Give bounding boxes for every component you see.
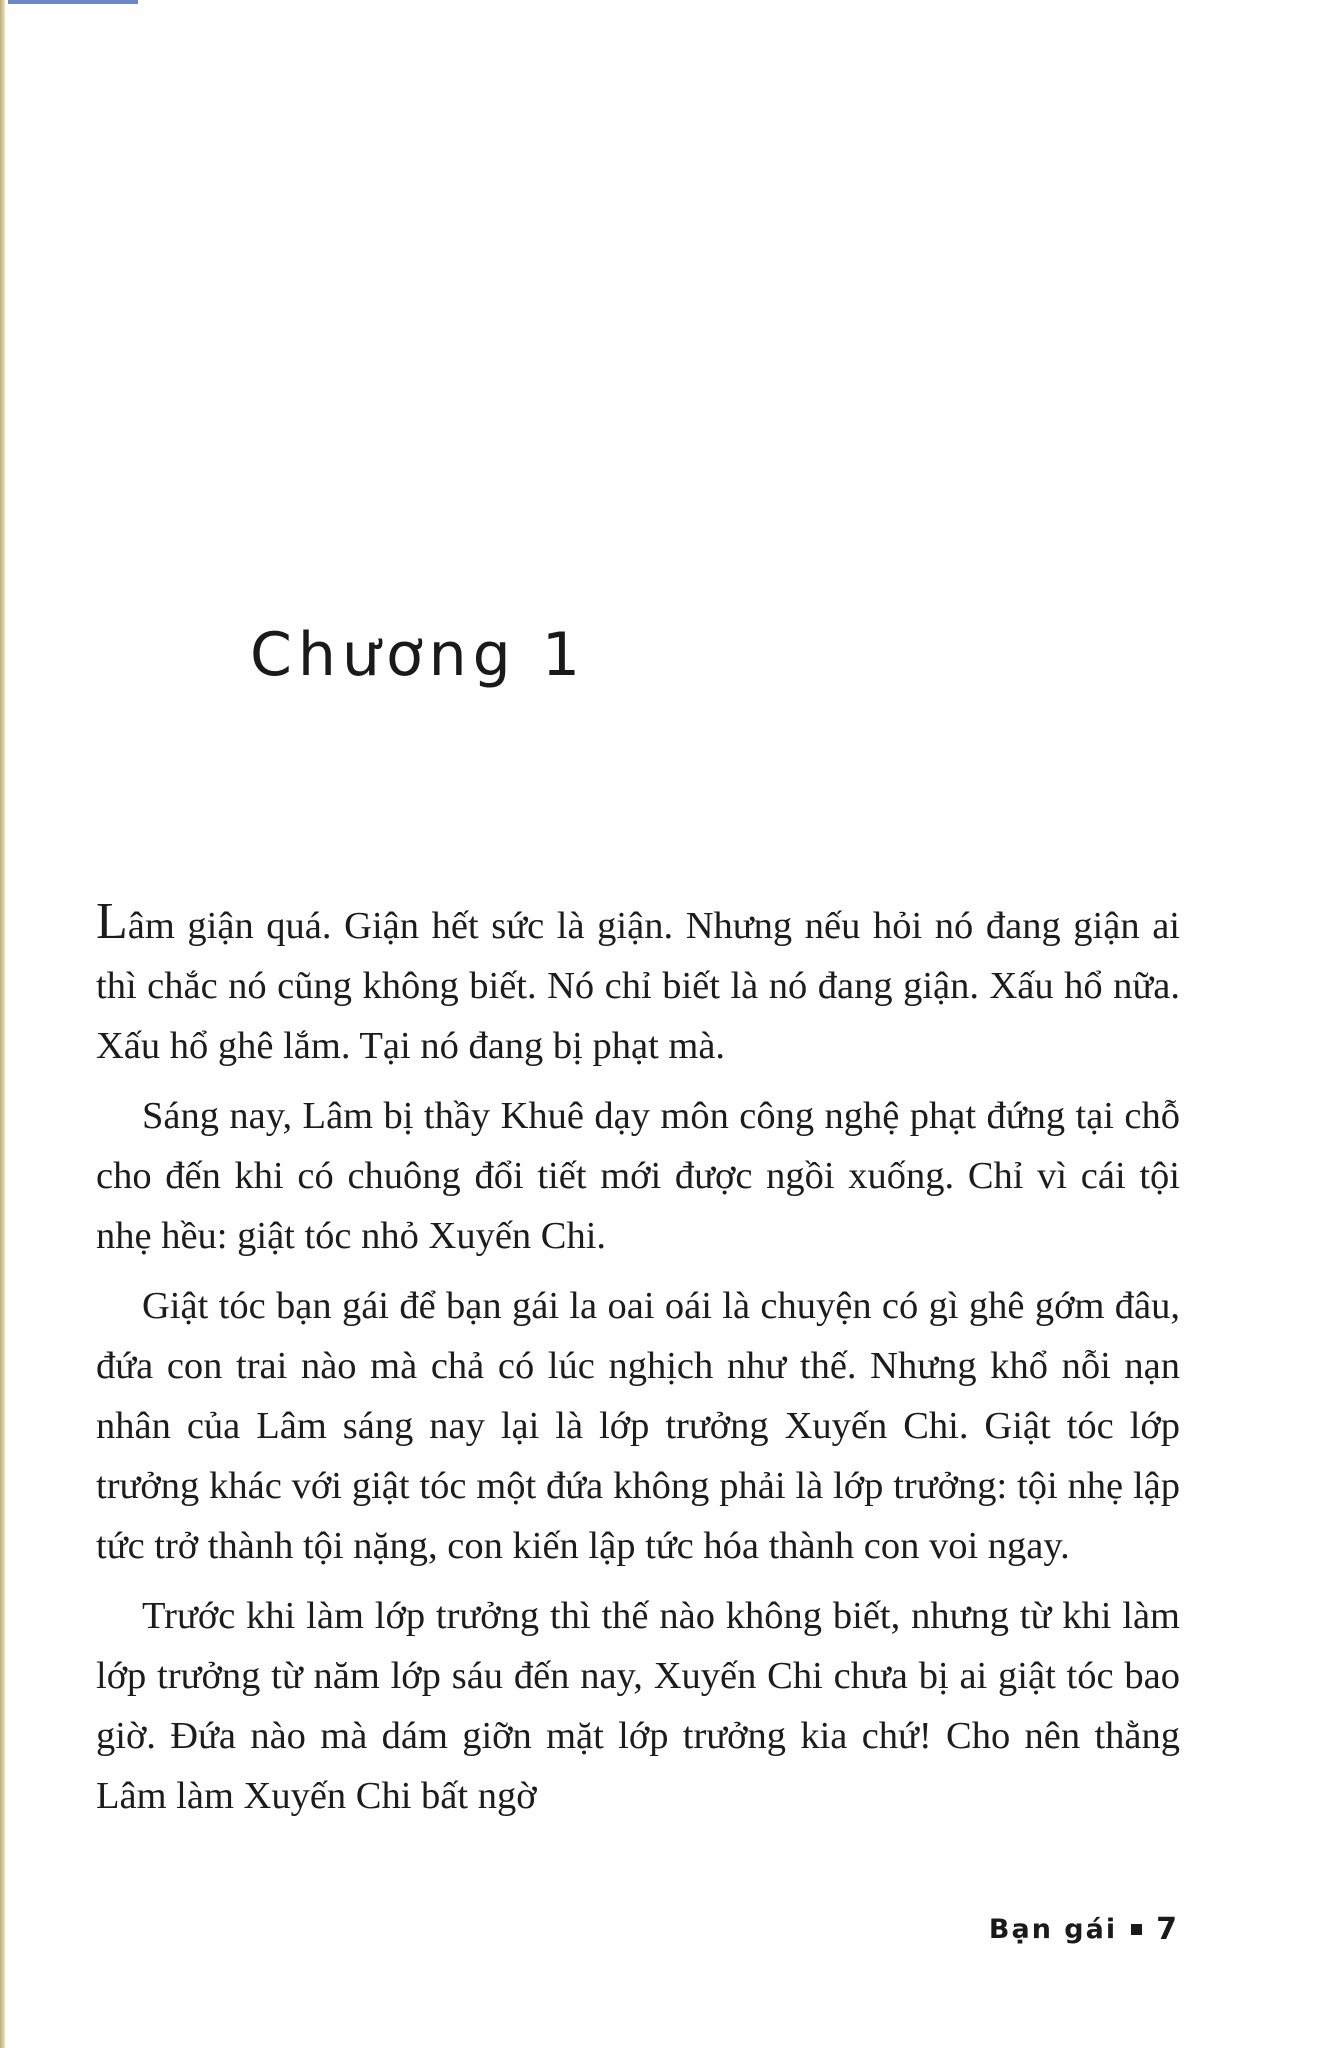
drop-cap: L bbox=[96, 893, 128, 950]
scan-top-mark bbox=[8, 0, 138, 4]
paragraph-4: Trước khi làm lớp trưởng thì thế nào không biết, nhưng từ khi làm lớp trưởng từ năm lớp sáu đến nay, Xuyến Chi chưa bị ai giật tóc bao giờ. Đứa nào mà dám giỡn mặt lớp trưởng kia chứ! Cho nên thằng Lâm làm Xuyến Chi bất ngờ bbox=[96, 1595, 1180, 1817]
page-footer bbox=[989, 1912, 1177, 1947]
chapter-title: Chương 1 bbox=[250, 620, 587, 690]
paragraph-1 bbox=[96, 892, 1180, 1076]
paragraph-1-text: âm giận quá. Giận hết sức là giận. Nhưng nếu hỏi nó đang giận ai thì chắc nó cũng không biết. Nó chỉ biết là nó đang giận. Xấu hổ nữa. Xấu hổ ghê lắm. Tại nó đang bị phạt mà. bbox=[96, 905, 1180, 1067]
page-number: 7 bbox=[1156, 1912, 1177, 1947]
paragraph-2: Sáng nay, Lâm bị thầy Khuê dạy môn công nghệ phạt đứng tại chỗ cho đến khi có chuông đổi tiết mới được ngồi xuống. Chỉ vì cái tội nhẹ hều: giật tóc nhỏ Xuyến Chi. bbox=[96, 1095, 1180, 1257]
square-bullet-icon bbox=[1131, 1924, 1142, 1935]
paragraph-3: Giật tóc bạn gái để bạn gái la oai oái là chuyện có gì ghê gớm đâu, đứa con trai nào mà chả có lúc nghịch như thế. Nhưng khổ nỗi nạn nhân của Lâm sáng nay lại là lớp trưởng Xuyến Chi. Giật tóc lớp trưởng khác với giật tóc một đứa không phải là lớp trưởng: tội nhẹ lập tức trở thành tội nặng, con kiến lập tức hóa thành con voi ngay. bbox=[96, 1285, 1180, 1567]
page-spine-edge bbox=[0, 0, 5, 2048]
running-book-title: Bạn gái bbox=[988, 1914, 1118, 1945]
chapter-body bbox=[96, 892, 1180, 1836]
